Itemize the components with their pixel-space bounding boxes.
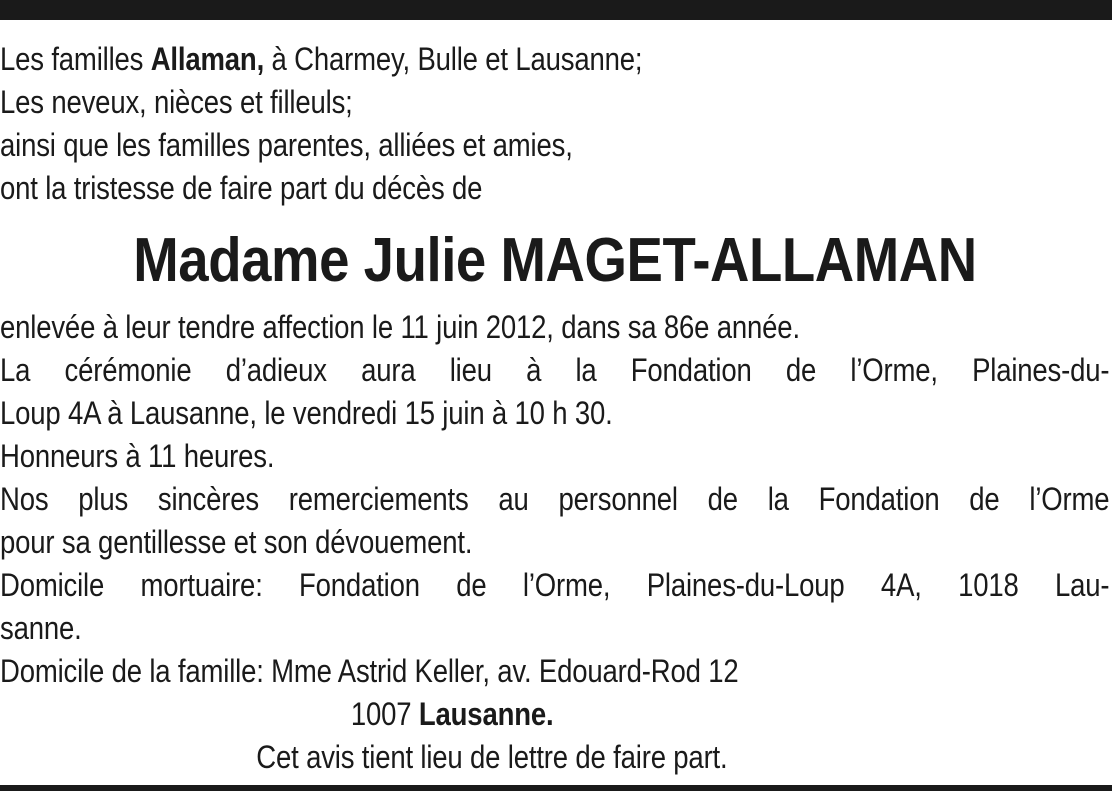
obituary-notice xyxy=(0,38,1110,779)
ceremony-line-2: Loup 4A à Lausanne, le vendredi 15 juin à 10 h 30. xyxy=(0,395,613,431)
deceased-name: Madame Julie MAGET-ALLAMAN xyxy=(133,226,977,295)
intro-relatives-line: Les neveux, nièces et filleuls; xyxy=(0,84,353,120)
passing-date-line: enlevée à leur tendre affection le 11 juin 2012, dans sa 86e année. xyxy=(0,309,800,345)
top-rule xyxy=(0,0,1112,20)
bottom-rule xyxy=(0,785,1112,791)
city-bold: Lausanne. xyxy=(418,696,554,732)
family-home-line: Domicile de la famille: Mme Astrid Keller, av. Edouard-Rod 12 xyxy=(0,653,739,689)
mortuary-line-1: Domicile mortuaire: Fondation de l’Orme, Plaines-du-Loup 4A, 1018 Lau- xyxy=(0,567,1110,603)
intro-families-line xyxy=(0,38,955,81)
mortuary-line-2: sanne. xyxy=(0,610,82,646)
intro-allied-families-line: ainsi que les familles parentes, alliées et amies, xyxy=(0,127,573,163)
intro-announcement-line: ont la tristesse de faire part du décès de xyxy=(0,170,483,206)
closing-line: Cet avis tient lieu de lettre de faire part. xyxy=(256,739,728,775)
intro-text: Les familles xyxy=(0,41,151,77)
postcode: 1007 xyxy=(350,696,419,732)
honours-line: Honneurs à 11 heures. xyxy=(0,438,275,474)
family-city-line xyxy=(0,693,955,736)
intro-places: à Charmey, Bulle et Lausanne; xyxy=(264,41,643,77)
family-name-bold: Allaman, xyxy=(150,41,265,77)
thanks-line-2: pour sa gentillesse et son dévouement. xyxy=(0,524,473,560)
ceremony-line-1: La cérémonie d’adieux aura lieu à la Fondation de l’Orme, Plaines-du- xyxy=(0,352,1110,388)
thanks-line-1: Nos plus sincères remerciements au personnel de la Fondation de l’Orme xyxy=(0,481,1110,517)
